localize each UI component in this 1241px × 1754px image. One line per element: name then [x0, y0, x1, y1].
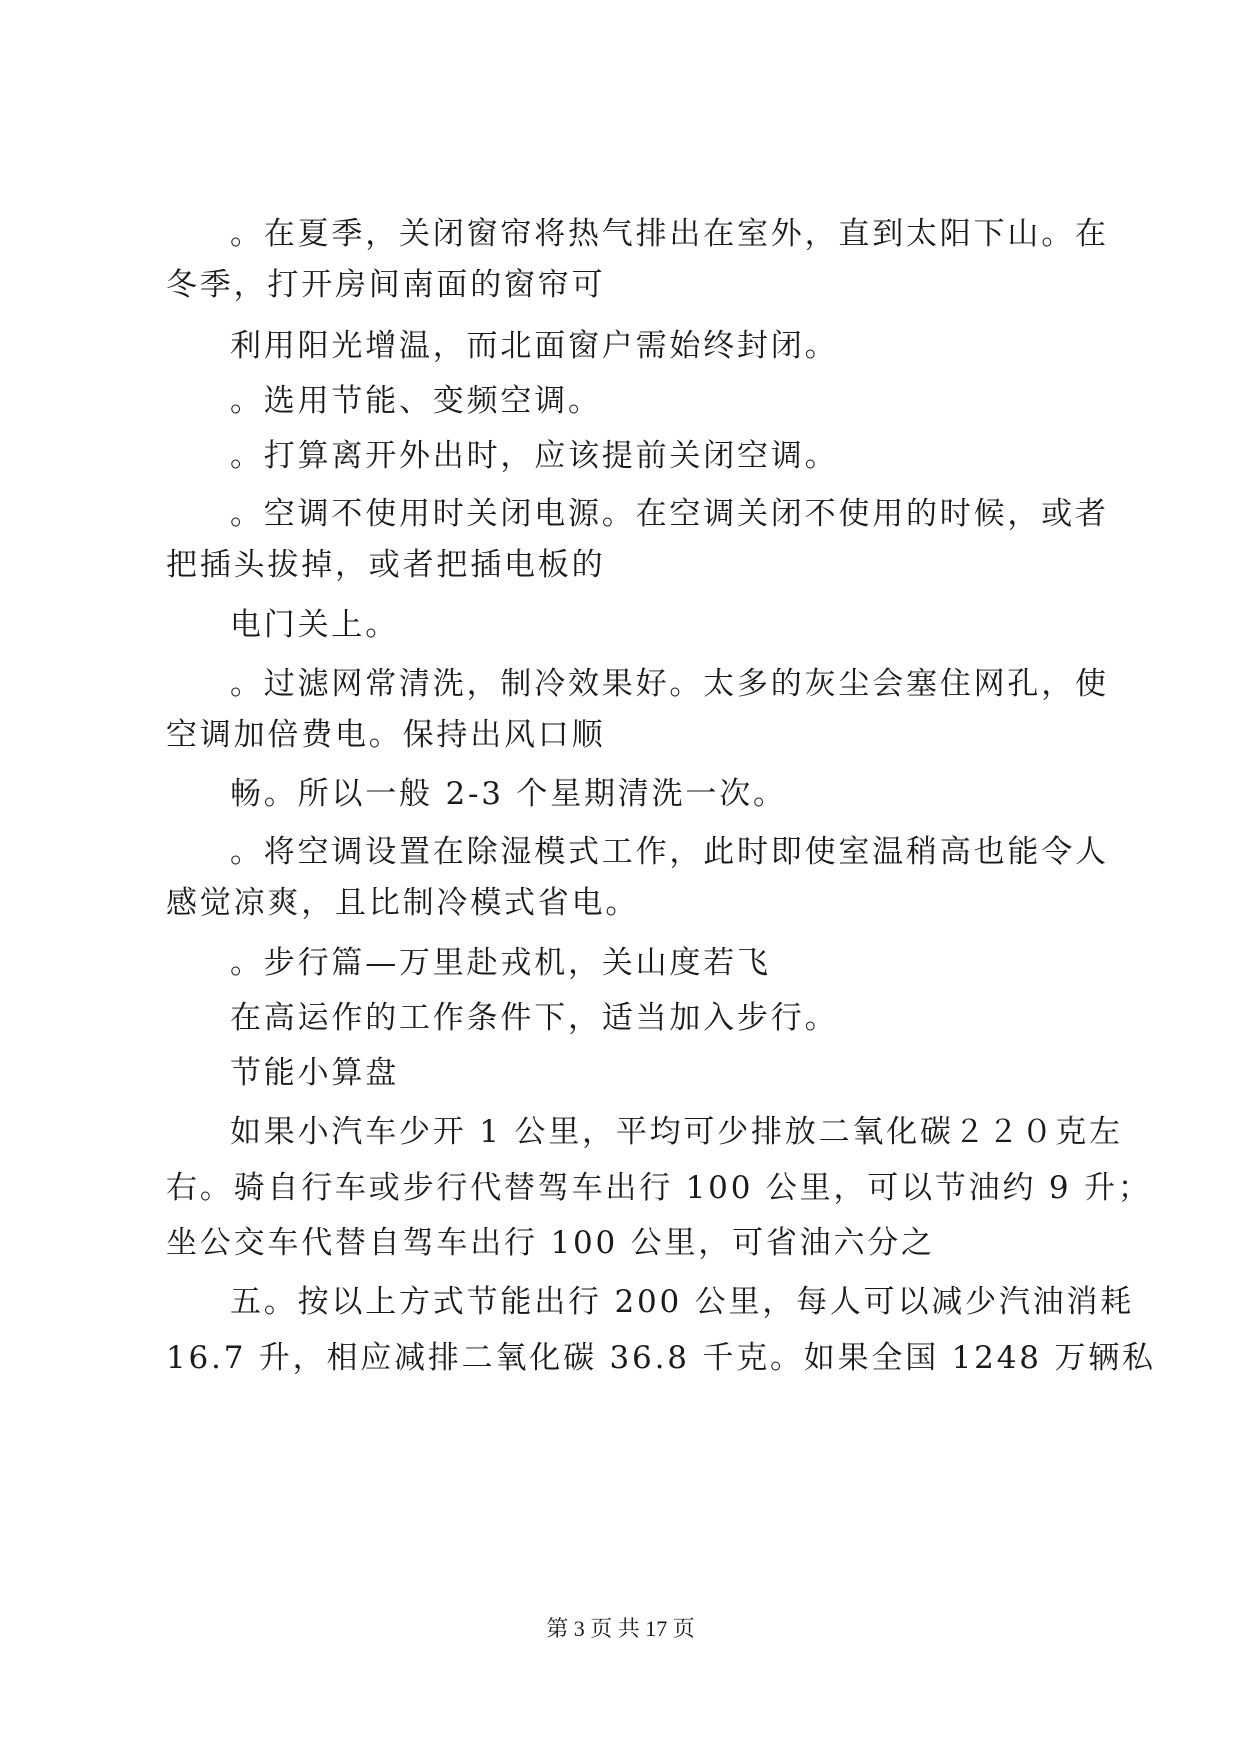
text-line: 节能小算盘	[230, 1055, 399, 1091]
text-line: 冬季，打开房间南面的窗帘可	[166, 267, 606, 303]
text-line: 。过滤网常清洗，制冷效果好。太多的灰尘会塞住网孔，使	[230, 666, 1109, 702]
text-line: 。打算离开外出时，应该提前关闭空调。	[230, 438, 839, 474]
text-line: 感觉凉爽，且比制冷模式省电。	[166, 885, 640, 921]
text-line: 。在夏季，关闭窗帘将热气排出在室外，直到太阳下山。在	[230, 216, 1109, 252]
text-line: 右。骑自行车或步行代替驾车出行 100 公里，可以节油约 9 升；	[166, 1170, 1152, 1206]
text-line: 利用阳光增温，而北面窗户需始终封闭。	[230, 328, 839, 364]
text-line: 电门关上。	[230, 607, 399, 643]
page-footer: 第 3 页 共 17 页	[546, 1616, 695, 1641]
text-line: 。选用节能、变频空调。	[230, 383, 602, 419]
text-line: 畅。所以一般 2-3 个星期清洗一次。	[230, 776, 787, 812]
text-line: 如果小汽车少开 1 公里，平均可少排放二氧化碳２２０克左	[230, 1114, 1123, 1150]
text-line: 16.7 升，相应减排二氧化碳 36.8 千克。如果全国 1248 万辆私	[166, 1340, 1156, 1376]
text-line: 把插头拔掉，或者把插电板的	[166, 547, 606, 583]
text-line: 。将空调设置在除湿模式工作，此时即使室温稍高也能令人	[230, 834, 1109, 870]
text-line: 坐公交车代替自驾车出行 100 公里，可省油六分之	[166, 1225, 935, 1261]
text-line: 空调加倍费电。保持出风口顺	[166, 717, 606, 753]
text-line: 五。按以上方式节能出行 200 公里，每人可以减少汽油消耗	[230, 1284, 1135, 1320]
text-line: 在高运作的工作条件下，适当加入步行。	[230, 1000, 839, 1036]
text-line: 。步行篇—万里赴戎机，关山度若飞	[230, 945, 771, 981]
text-line: 。空调不使用时关闭电源。在空调关闭不使用的时候，或者	[230, 496, 1109, 532]
